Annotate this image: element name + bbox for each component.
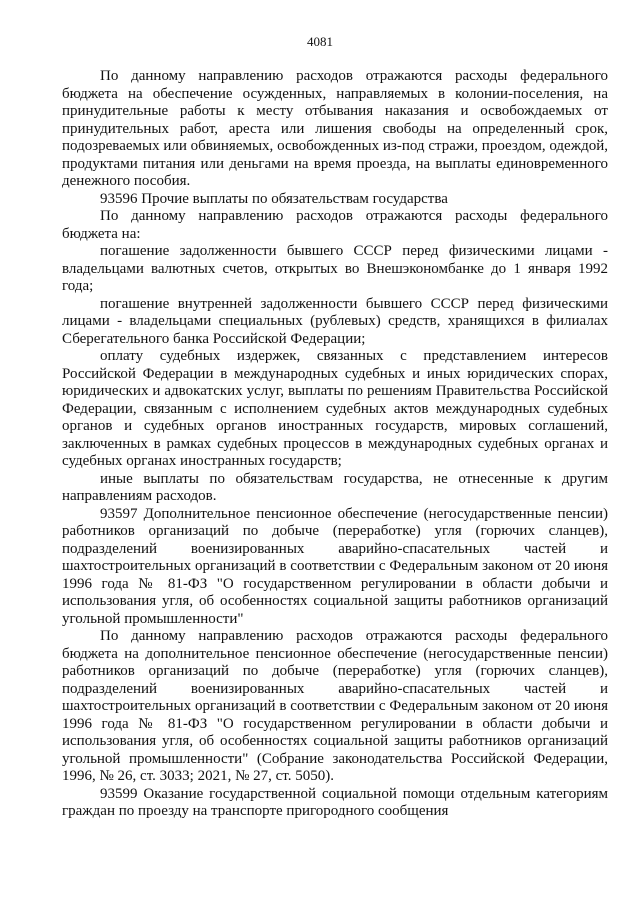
page-number: 4081	[307, 34, 333, 49]
list-item-other-payments: иные выплаты по обязательствам государства, не отнесенные к другим направлениям расходов.	[62, 470, 608, 504]
heading-93597: 93597 Дополнительное пенсионное обеспечение (негосударственные пенсии) работников организаций по добыче (переработке) угля (горючих сланцев), подразделений военизированных аварийно-спасательных частей и шахтостроительных организаций в соответствии с Федеральным законом от 20 июня 1996 года № 81-ФЗ "О государственном регулировании в области добычи и использования угля, об особенностях социальной защиты работников организаций угольной промышленности"	[62, 505, 608, 627]
list-item-court-costs: оплату судебных издержек, связанных с представлением интересов Российской Федерации в международных судебных и иных юридических спорах, юридических и адвокатских услуг, выплаты по решениям Правительства Российской Федерации, связанным с исполнением судебных актов международных судебных органов и судебных органов иностранных государств, мировых соглашений, заключенных в рамках судебных процессов в международных судебных органах и судебных органах иностранных государств;	[62, 348, 608, 469]
document-body	[62, 68, 608, 821]
paragraph-93597-description: По данному направлению расходов отражаются расходы федерального бюджета на дополнительное пенсионное обеспечение (негосударственные пенсии) работников организаций по добыче (переработке) угля (горючих сланцев), подразделений военизированных аварийно-спасательных частей и шахтостроительных организаций в соответствии с Федеральным законом от 20 июня 1996 года № 81-ФЗ "О государственном регулировании в области добычи и использования угля, об особенностях социальной защиты работников организаций угольной промышленности" (Собрание законодательства Российской Федерации, 1996, № 26, ст. 3033; 2021, № 27, ст. 5050).	[62, 628, 608, 784]
heading-93599: 93599 Оказание государственной социальной помощи отдельным категориям граждан по проезду на транспорте пригородного сообщения	[62, 785, 608, 819]
paragraph-expenses-convicts: По данному направлению расходов отражаются расходы федерального бюджета на обеспечение осужденных, направляемых в колонии-поселения, на принудительные работы к месту отбывания наказания и освобождаемых от принудительных работ, ареста или лишения свободы на определенный срок, подозреваемых или обвиняемых, освобожденных из-под стражи, проездом, одеждой, продуктами питания или деньгами на время проезда, на выплаты единовременного денежного пособия.	[62, 68, 608, 189]
heading-93596: 93596 Прочие выплаты по обязательствам государства	[100, 190, 448, 207]
list-item-ussr-currency-debt: погашение задолженности бывшего СССР перед физическими лицами - владельцами валютных счетов, открытых во Внешэкономбанке до 1 января 1992 года;	[62, 243, 608, 294]
list-item-ussr-internal-debt: погашение внутренней задолженности бывшего СССР перед физическими лицами - владельцами специальных (рублевых) средств, хранящихся в филиалах Сберегательного банка Российской Федерации;	[62, 295, 608, 347]
paragraph-93596-intro: По данному направлению расходов отражаются расходы федерального бюджета на:	[62, 208, 608, 242]
